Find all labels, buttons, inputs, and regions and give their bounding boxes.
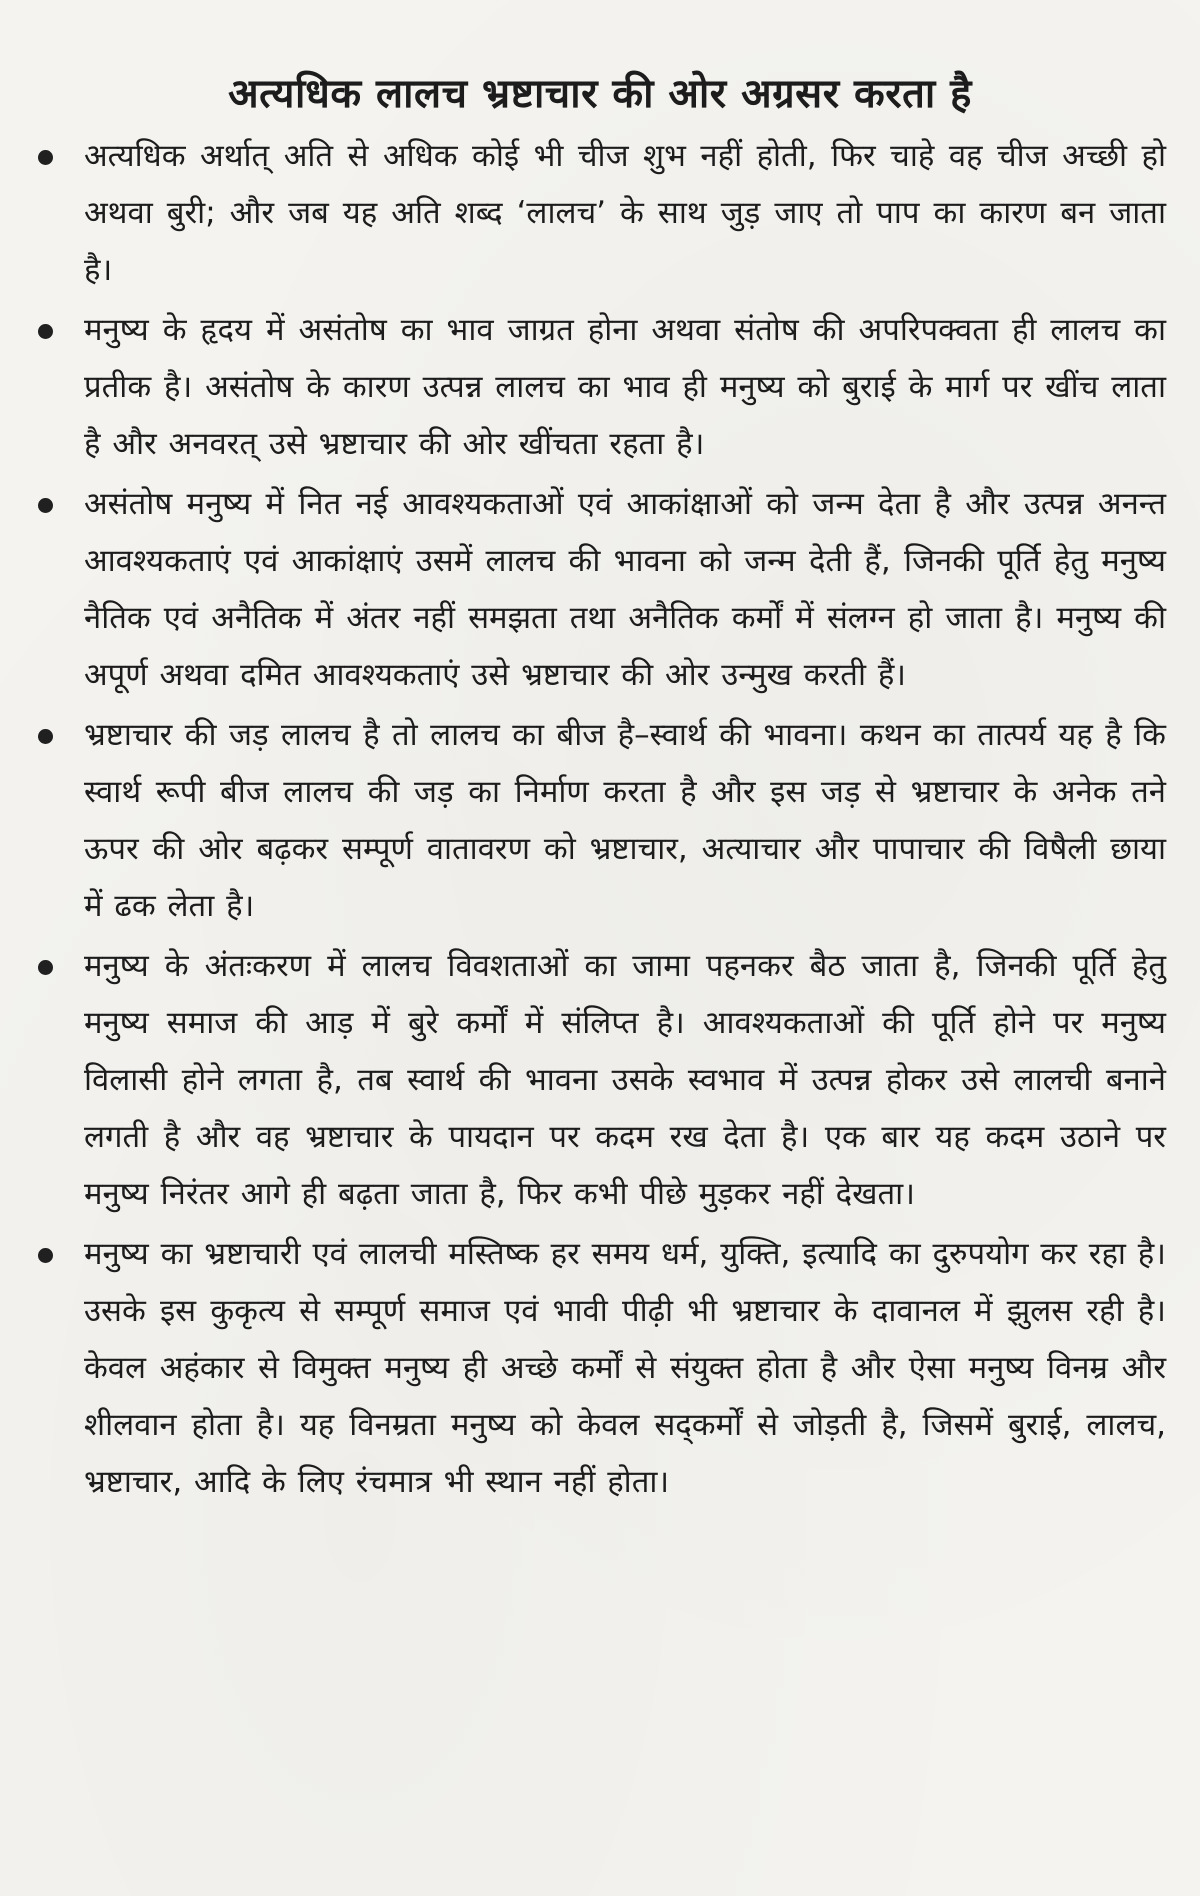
list-item-text: मनुष्य का भ्रष्टाचारी एवं लालची मस्तिष्क हर समय धर्म, युक्ति, इत्यादि का दुरुपयोग कर रहा है। उसके इस कुकृत्य से सम्पूर्ण समाज एवं भावी पीढ़ी भी भ्रष्टाचार के दावानल में झुलस रही है। केवल अहंकार से विमुक्त मनुष्य ही अच्छे कर्मों से संयुक्त होता है और ऐसा मनुष्य विनम्र और शीलवान होता है। यह विनम्रता मनुष्य को केवल सद्कर्मों से जोड़ती है, जिसमें बुराई, लालच, भ्रष्टाचार, आदि के लिए रंचमात्र भी स्थान नहीं होता। <box>84 1236 1167 1500</box>
bullet-dot-icon <box>38 498 53 513</box>
list-item-text: भ्रष्टाचार की जड़ लालच है तो लालच का बीज है–स्वार्थ की भावना। कथन का तात्पर्य यह है कि स्वार्थ रूपी बीज लालच की जड़ का निर्माण करता है और इस जड़ से भ्रष्टाचार के अनेक तने ऊपर की ओर बढ़कर सम्पूर्ण वातावरण को भ्रष्टाचार, अत्याचार और पापाचार की विषैली छाया में ढक लेता है। <box>84 717 1166 924</box>
list-item-text: मनुष्य के हृदय में असंतोष का भाव जाग्रत होना अथवा संतोष की अपरिपक्वता ही लालच का प्रतीक है। असंतोष के कारण उत्पन्न लालच का भाव ही मनुष्य को बुराई के मार्ग पर खींच लाता है और अनवरत् उसे भ्रष्टाचार की ओर खींचता रहता है। <box>84 312 1166 462</box>
list-item <box>34 476 1166 704</box>
list-item <box>34 938 1166 1223</box>
list-item <box>34 128 1166 299</box>
bullet-dot-icon <box>38 729 53 744</box>
list-item <box>34 302 1166 473</box>
list-item-text: अत्यधिक अर्थात् अति से अधिक कोई भी चीज शुभ नहीं होती, फिर चाहे वह चीज अच्छी हो अथवा बुरी; और जब यह अति शब्द ‘लालच’ के साथ जुड़ जाए तो पाप का कारण बन जाता है। <box>84 138 1166 288</box>
list-item <box>34 707 1166 935</box>
list-item <box>34 1226 1166 1511</box>
list-item-text: मनुष्य के अंतःकरण में लालच विवशताओं का जामा पहनकर बैठ जाता है, जिनकी पूर्ति हेतु मनुष्य समाज की आड़ में बुरे कर्मों में संलिप्त है। आवश्यकताओं की पूर्ति होने पर मनुष्य विलासी होने लगता है, तब स्वार्थ की भावना उसके स्वभाव में उत्पन्न होकर उसे लालची बनाने लगती है और वह भ्रष्टाचार के पायदान पर कदम रख देता है। एक बार यह कदम उठाने पर मनुष्य निरंतर आगे ही बढ़ता जाता है, फिर कभी पीछे मुड़कर नहीं देखता। <box>84 948 1166 1212</box>
page-title: अत्यधिक लालच भ्रष्टाचार की ओर अग्रसर करता है <box>228 71 972 117</box>
bullet-dot-icon <box>38 150 53 165</box>
bullet-list <box>34 128 1166 1511</box>
bullet-dot-icon <box>38 960 53 975</box>
bullet-dot-icon <box>38 1248 53 1263</box>
bullet-dot-icon <box>38 324 53 339</box>
list-item-text: असंतोष मनुष्य में नित नई आवश्यकताओं एवं आकांक्षाओं को जन्म देता है और उत्पन्न अनन्त आवश्यकताएं एवं आकांक्षाएं उसमें लालच की भावना को जन्म देती हैं, जिनकी पूर्ति हेतु मनुष्य नैतिक एवं अनैतिक में अंतर नहीं समझता तथा अनैतिक कर्मों में संलग्न हो जाता है। मनुष्य की अपूर्ण अथवा दमित आवश्यकताएं उसे भ्रष्टाचार की ओर उन्मुख करती हैं। <box>84 486 1166 693</box>
